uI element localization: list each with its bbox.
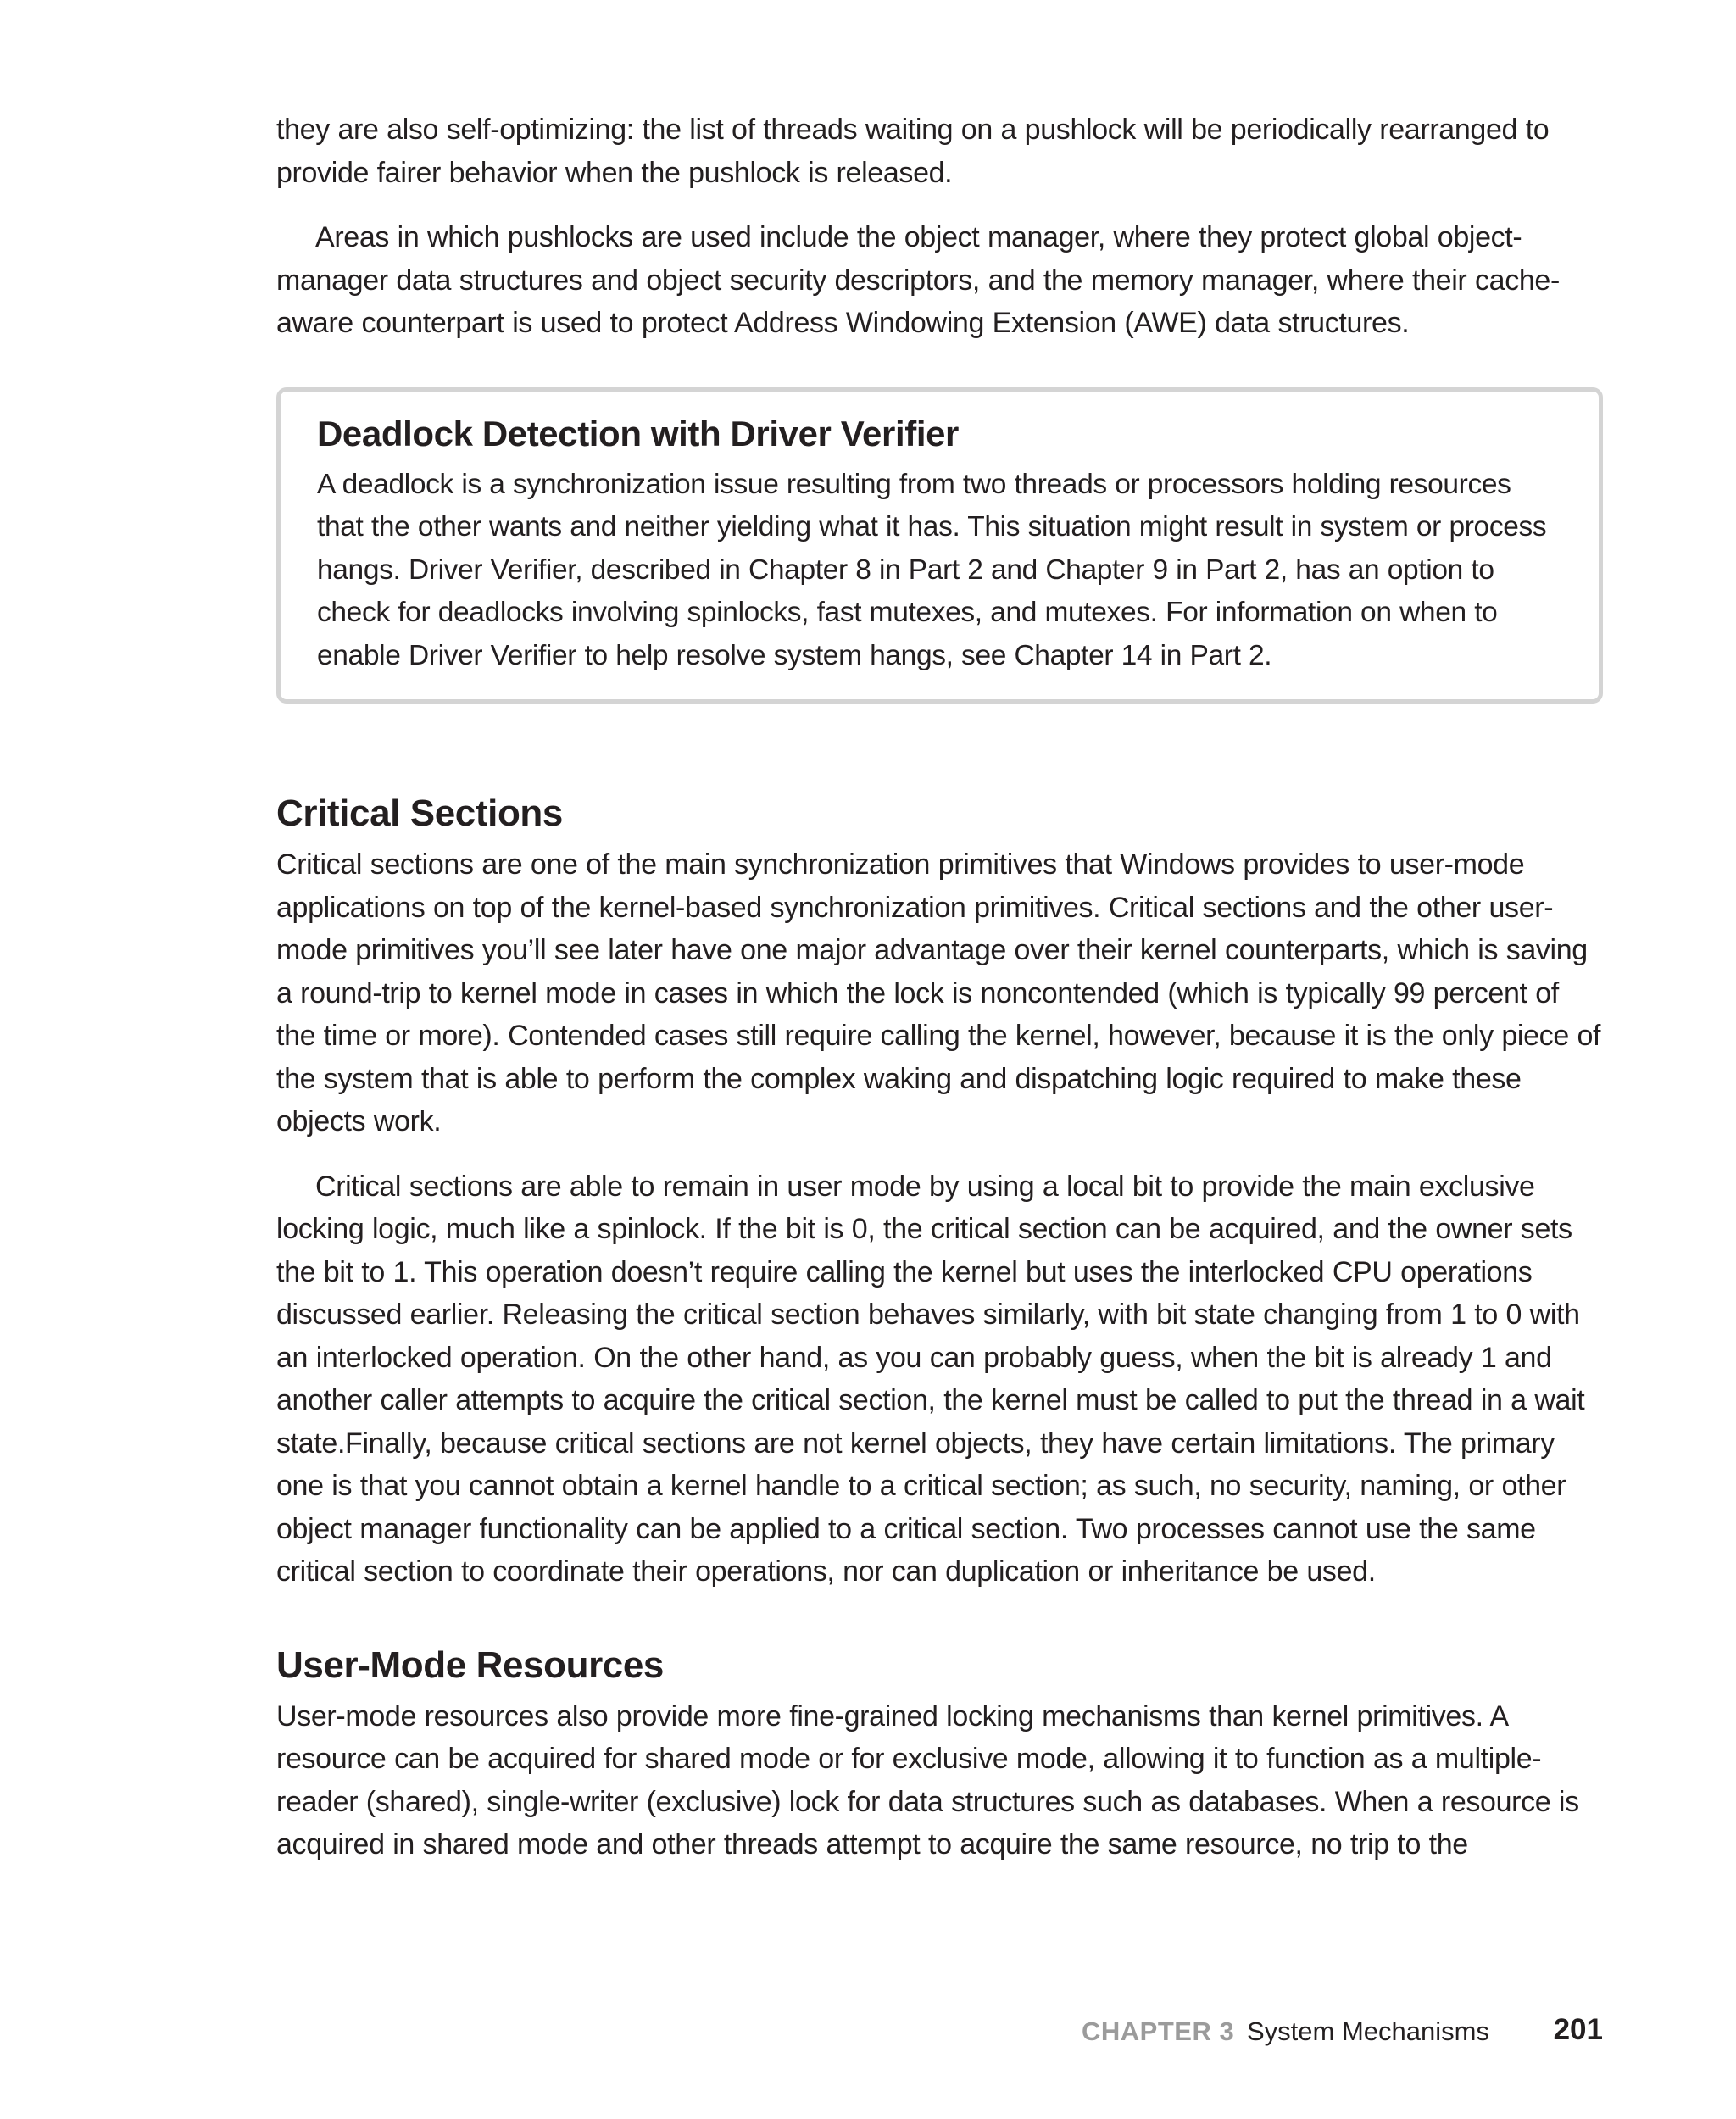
intro-paragraph-2: Areas in which pushlocks are used include the object manager, where they protect global object-manager data structures and object security descriptors, and the memory manager, where their cache-aware counterpart is used to protect Address Windowing Extension (AWE) data structures. <box>276 221 1560 339</box>
sidebar-title: Deadlock Detection with Driver Verifier <box>317 413 959 453</box>
page-number: 201 <box>1553 2013 1603 2046</box>
critical-sections-paragraph-2: Critical sections are able to remain in user mode by using a local bit to provide the main exclusive locking logic, much like a spinlock. If the bit is 0, the critical section can be acquired, and the owner sets the bit to 1. This operation doesn’t require calling the kernel but uses the interlocked CPU operations discussed earlier. Releasing the critical section behaves similarly, with bit state changing from 1 to 0 with an interlocked operation. On the other hand, as you can probably guess, when the bit is already 1 and another caller attempts to acquire the critical section, the kernel must be called to put the thread in a wait state.Finally, because critical sections are not kernel objects, they have certain limitations. The primary one is that you cannot obtain a kernel handle to a critical section; as such, no security, naming, or other object manager functionality can be applied to a critical section. Two processes cannot use the same critical section to coordinate their operations, nor can duplication or inheritance be used. <box>276 1170 1585 1588</box>
intro-paragraph-1: they are also self-optimizing: the list of threads waiting on a pushlock will be periodically rearranged to provide fairer behavior when the pushlock is released. <box>276 114 1550 189</box>
footer-chapter: CHAPTER 3 <box>1082 2016 1235 2046</box>
heading-user-mode-resources: User-Mode Resources <box>276 1643 664 1686</box>
footer-chapter-title: System Mechanisms <box>1247 2016 1489 2046</box>
critical-sections-paragraph-1: Critical sections are one of the main synchronization primitives that Windows provides to user-mode applications on top of the kernel-based synchronization primitives. Critical sections and the other user-mode primitives you’ll see later have one major advantage over their kernel counterparts, which is saving a round-trip to kernel mode in cases in which the lock is noncontended (which is typically 99 percent of the time or more). Contended cases still require calling the kernel, however, because it is the only piece of the system that is able to perform the complex waking and dispatching logic required to make these objects work. <box>276 848 1601 1137</box>
sidebar-body: A deadlock is a synchronization issue resulting from two threads or processors holding resources that the other wants and neither yielding what it has. This situation might result in system or process hangs. Driver Verifier, described in Chapter 8 in Part 2 and Chapter 9 in Part 2, has an option to check for deadlocks involving spinlocks, fast mutexes, and mutexes. For information on when to enable Driver Verifier to help resolve system hangs, see Chapter 14 in Part 2. <box>317 468 1547 671</box>
sidebar-box <box>276 387 1603 704</box>
user-mode-resources-paragraph-1: User-mode resources also provide more fine-grained locking mechanisms than kernel primitives. A resource can be acquired for shared mode or for exclusive mode, allowing it to function as a multiple-reader (shared), single-writer (exclusive) lock for data structures such as databases. When a resource is acquired in shared mode and other threads attempt to acquire the same resource, no trip to the <box>276 1699 1579 1860</box>
page-content <box>276 108 1603 1866</box>
heading-critical-sections: Critical Sections <box>276 793 563 834</box>
page-footer <box>1077 2015 1603 2049</box>
